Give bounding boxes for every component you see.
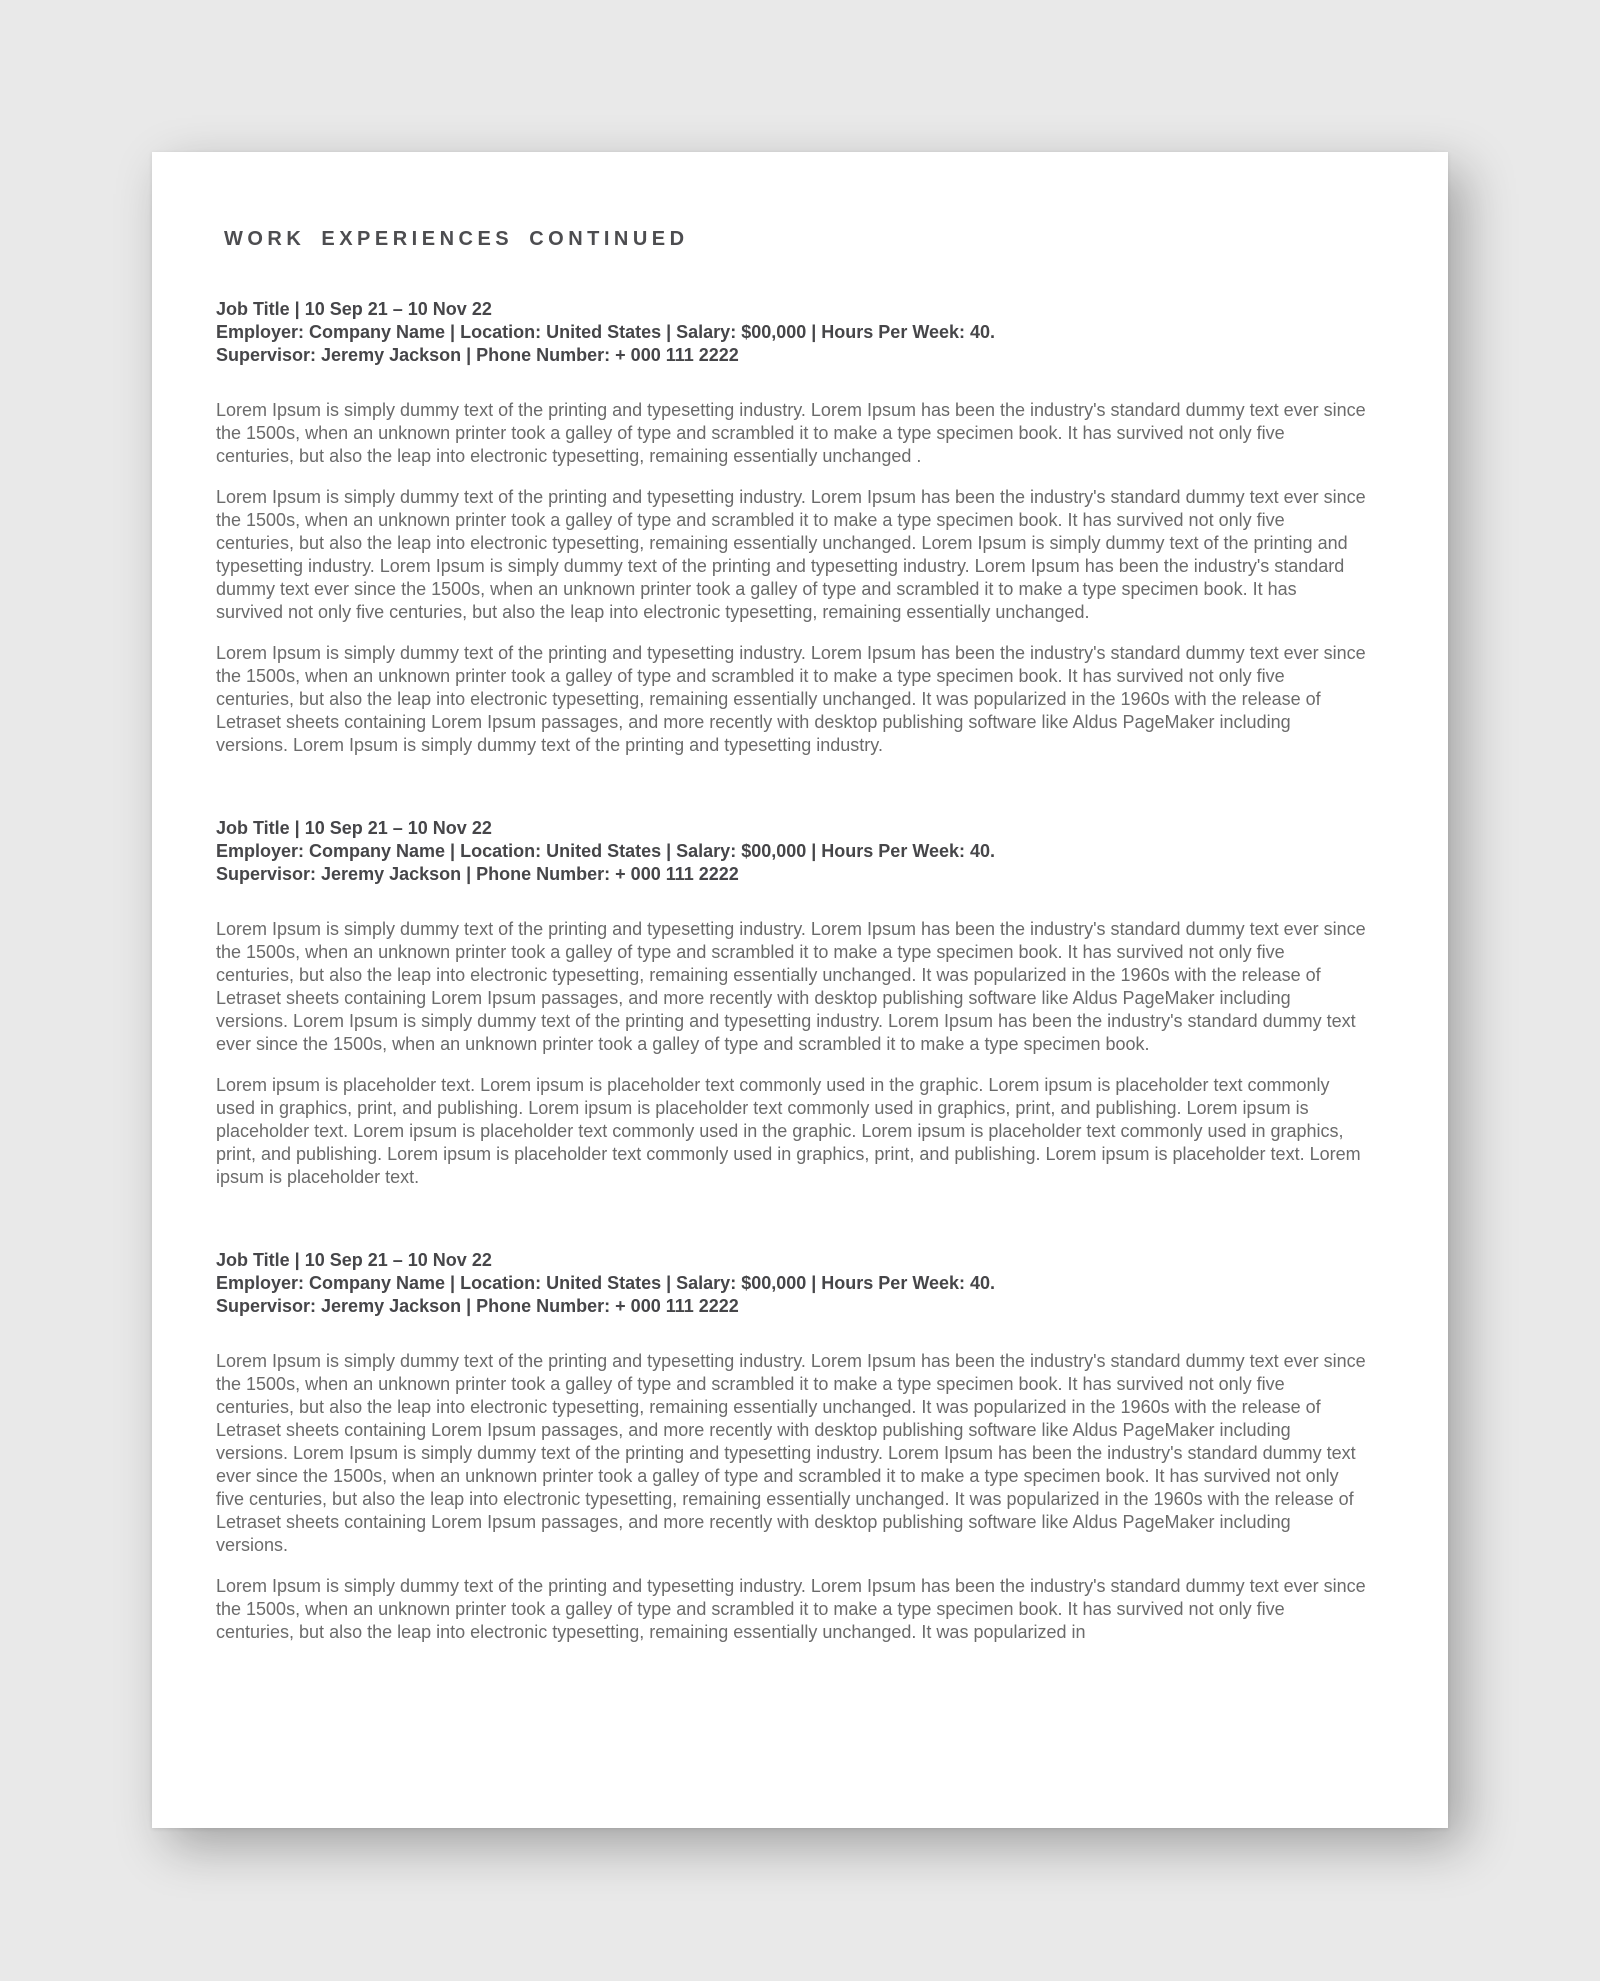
- job-title-line: Job Title | 10 Sep 21 – 10 Nov 22: [216, 818, 492, 838]
- job-title-line: Job Title | 10 Sep 21 – 10 Nov 22: [216, 1250, 492, 1270]
- job-paragraph: Lorem Ipsum is simply dummy text of the printing and typesetting industry. Lorem Ipsum has been the industry's standard dummy text ever since the 1500s, when an unknown printer took a galley of type and scrambled it to make a type specimen book. It has survived not only five centuries, but also the leap into electronic typesetting, remaining essentially unchanged. Lorem Ipsum is simply dummy text of the printing and typesetting industry. Lorem Ipsum is simply dummy text of the printing and typesetting industry. Lorem Ipsum has been the industry's standard dummy text ever since the 1500s, when an unknown printer took a galley of type and scrambled it to make a type specimen book. It has survived not only five centuries, but also the leap into electronic typesetting, remaining essentially unchanged.: [216, 487, 1366, 622]
- job-header: [216, 817, 1366, 886]
- job-employer-line: Employer: Company Name | Location: United States | Salary: $00,000 | Hours Per Week: 40.: [216, 841, 996, 861]
- resume-page: [152, 152, 1448, 1828]
- job-header: [216, 1249, 1366, 1318]
- job-employer-line: Employer: Company Name | Location: United States | Salary: $00,000 | Hours Per Week: 40.: [216, 322, 996, 342]
- job-supervisor-line: Supervisor: Jeremy Jackson | Phone Number: + 000 111 2222: [216, 345, 739, 365]
- job-supervisor-line: Supervisor: Jeremy Jackson | Phone Number: + 000 111 2222: [216, 864, 739, 884]
- job-entry: [216, 1249, 1366, 1644]
- job-paragraph: Lorem Ipsum is simply dummy text of the printing and typesetting industry. Lorem Ipsum has been the industry's standard dummy text ever since the 1500s, when an unknown printer took a galley of type and scrambled it to make a type specimen book. It has survived not only five centuries, but also the leap into electronic typesetting, remaining essentially unchanged .: [216, 400, 1366, 466]
- job-paragraph: Lorem Ipsum is simply dummy text of the printing and typesetting industry. Lorem Ipsum has been the industry's standard dummy text ever since the 1500s, when an unknown printer took a galley of type and scrambled it to make a type specimen book. It has survived not only five centuries, but also the leap into electronic typesetting, remaining essentially unchanged. It was popularized in the 1960s with the release of Letraset sheets containing Lorem Ipsum passages, and more recently with desktop publishing software like Aldus PageMaker including versions. Lorem Ipsum is simply dummy text of the printing and typesetting industry. Lorem Ipsum has been the industry's standard dummy text ever since the 1500s, when an unknown printer took a galley of type and scrambled it to make a type specimen book. It has survived not only five centuries, but also the leap into electronic typesetting, remaining essentially unchanged. It was popularized in the 1960s with the release of Letraset sheets containing Lorem Ipsum passages, and more recently with desktop publishing software like Aldus PageMaker including versions.: [216, 1351, 1366, 1555]
- job-entry: [216, 298, 1366, 757]
- section-title: WORK EXPERIENCES CONTINUED: [224, 228, 689, 250]
- job-employer-line: Employer: Company Name | Location: United States | Salary: $00,000 | Hours Per Week: 40.: [216, 1273, 996, 1293]
- job-paragraph: Lorem Ipsum is simply dummy text of the printing and typesetting industry. Lorem Ipsum has been the industry's standard dummy text ever since the 1500s, when an unknown printer took a galley of type and scrambled it to make a type specimen book. It has survived not only five centuries, but also the leap into electronic typesetting, remaining essentially unchanged. It was popularized in the 1960s with the release of Letraset sheets containing Lorem Ipsum passages, and more recently with desktop publishing software like Aldus PageMaker including versions. Lorem Ipsum is simply dummy text of the printing and typesetting industry. Lorem Ipsum has been the industry's standard dummy text ever since the 1500s, when an unknown printer took a galley of type and scrambled it to make a type specimen book.: [216, 919, 1366, 1054]
- job-header: [216, 298, 1366, 367]
- job-paragraph: Lorem Ipsum is simply dummy text of the printing and typesetting industry. Lorem Ipsum has been the industry's standard dummy text ever since the 1500s, when an unknown printer took a galley of type and scrambled it to make a type specimen book. It has survived not only five centuries, but also the leap into electronic typesetting, remaining essentially unchanged. It was popularized in the 1960s with the release of Letraset sheets containing Lorem Ipsum passages, and more recently with desktop publishing software like Aldus PageMaker including versions. Lorem Ipsum is simply dummy text of the printing and typesetting industry.: [216, 643, 1366, 755]
- job-paragraph: Lorem ipsum is placeholder text. Lorem ipsum is placeholder text commonly used in the graphic. Lorem ipsum is placeholder text commonly used in graphics, print, and publishing. Lorem ipsum is placeholder text commonly used in graphics, print, and publishing. Lorem ipsum is placeholder text. Lorem ipsum is placeholder text commonly used in the graphic. Lorem ipsum is placeholder text commonly used in graphics, print, and publishing. Lorem ipsum is placeholder text commonly used in graphics, print, and publishing. Lorem ipsum is placeholder text. Lorem ipsum is placeholder text.: [216, 1075, 1361, 1187]
- job-supervisor-line: Supervisor: Jeremy Jackson | Phone Number: + 000 111 2222: [216, 1296, 739, 1316]
- job-paragraph: Lorem Ipsum is simply dummy text of the printing and typesetting industry. Lorem Ipsum has been the industry's standard dummy text ever since the 1500s, when an unknown printer took a galley of type and scrambled it to make a type specimen book. It has survived not only five centuries, but also the leap into electronic typesetting, remaining essentially unchanged. It was popularized in: [216, 1576, 1366, 1642]
- job-entry: [216, 817, 1366, 1189]
- job-title-line: Job Title | 10 Sep 21 – 10 Nov 22: [216, 299, 492, 319]
